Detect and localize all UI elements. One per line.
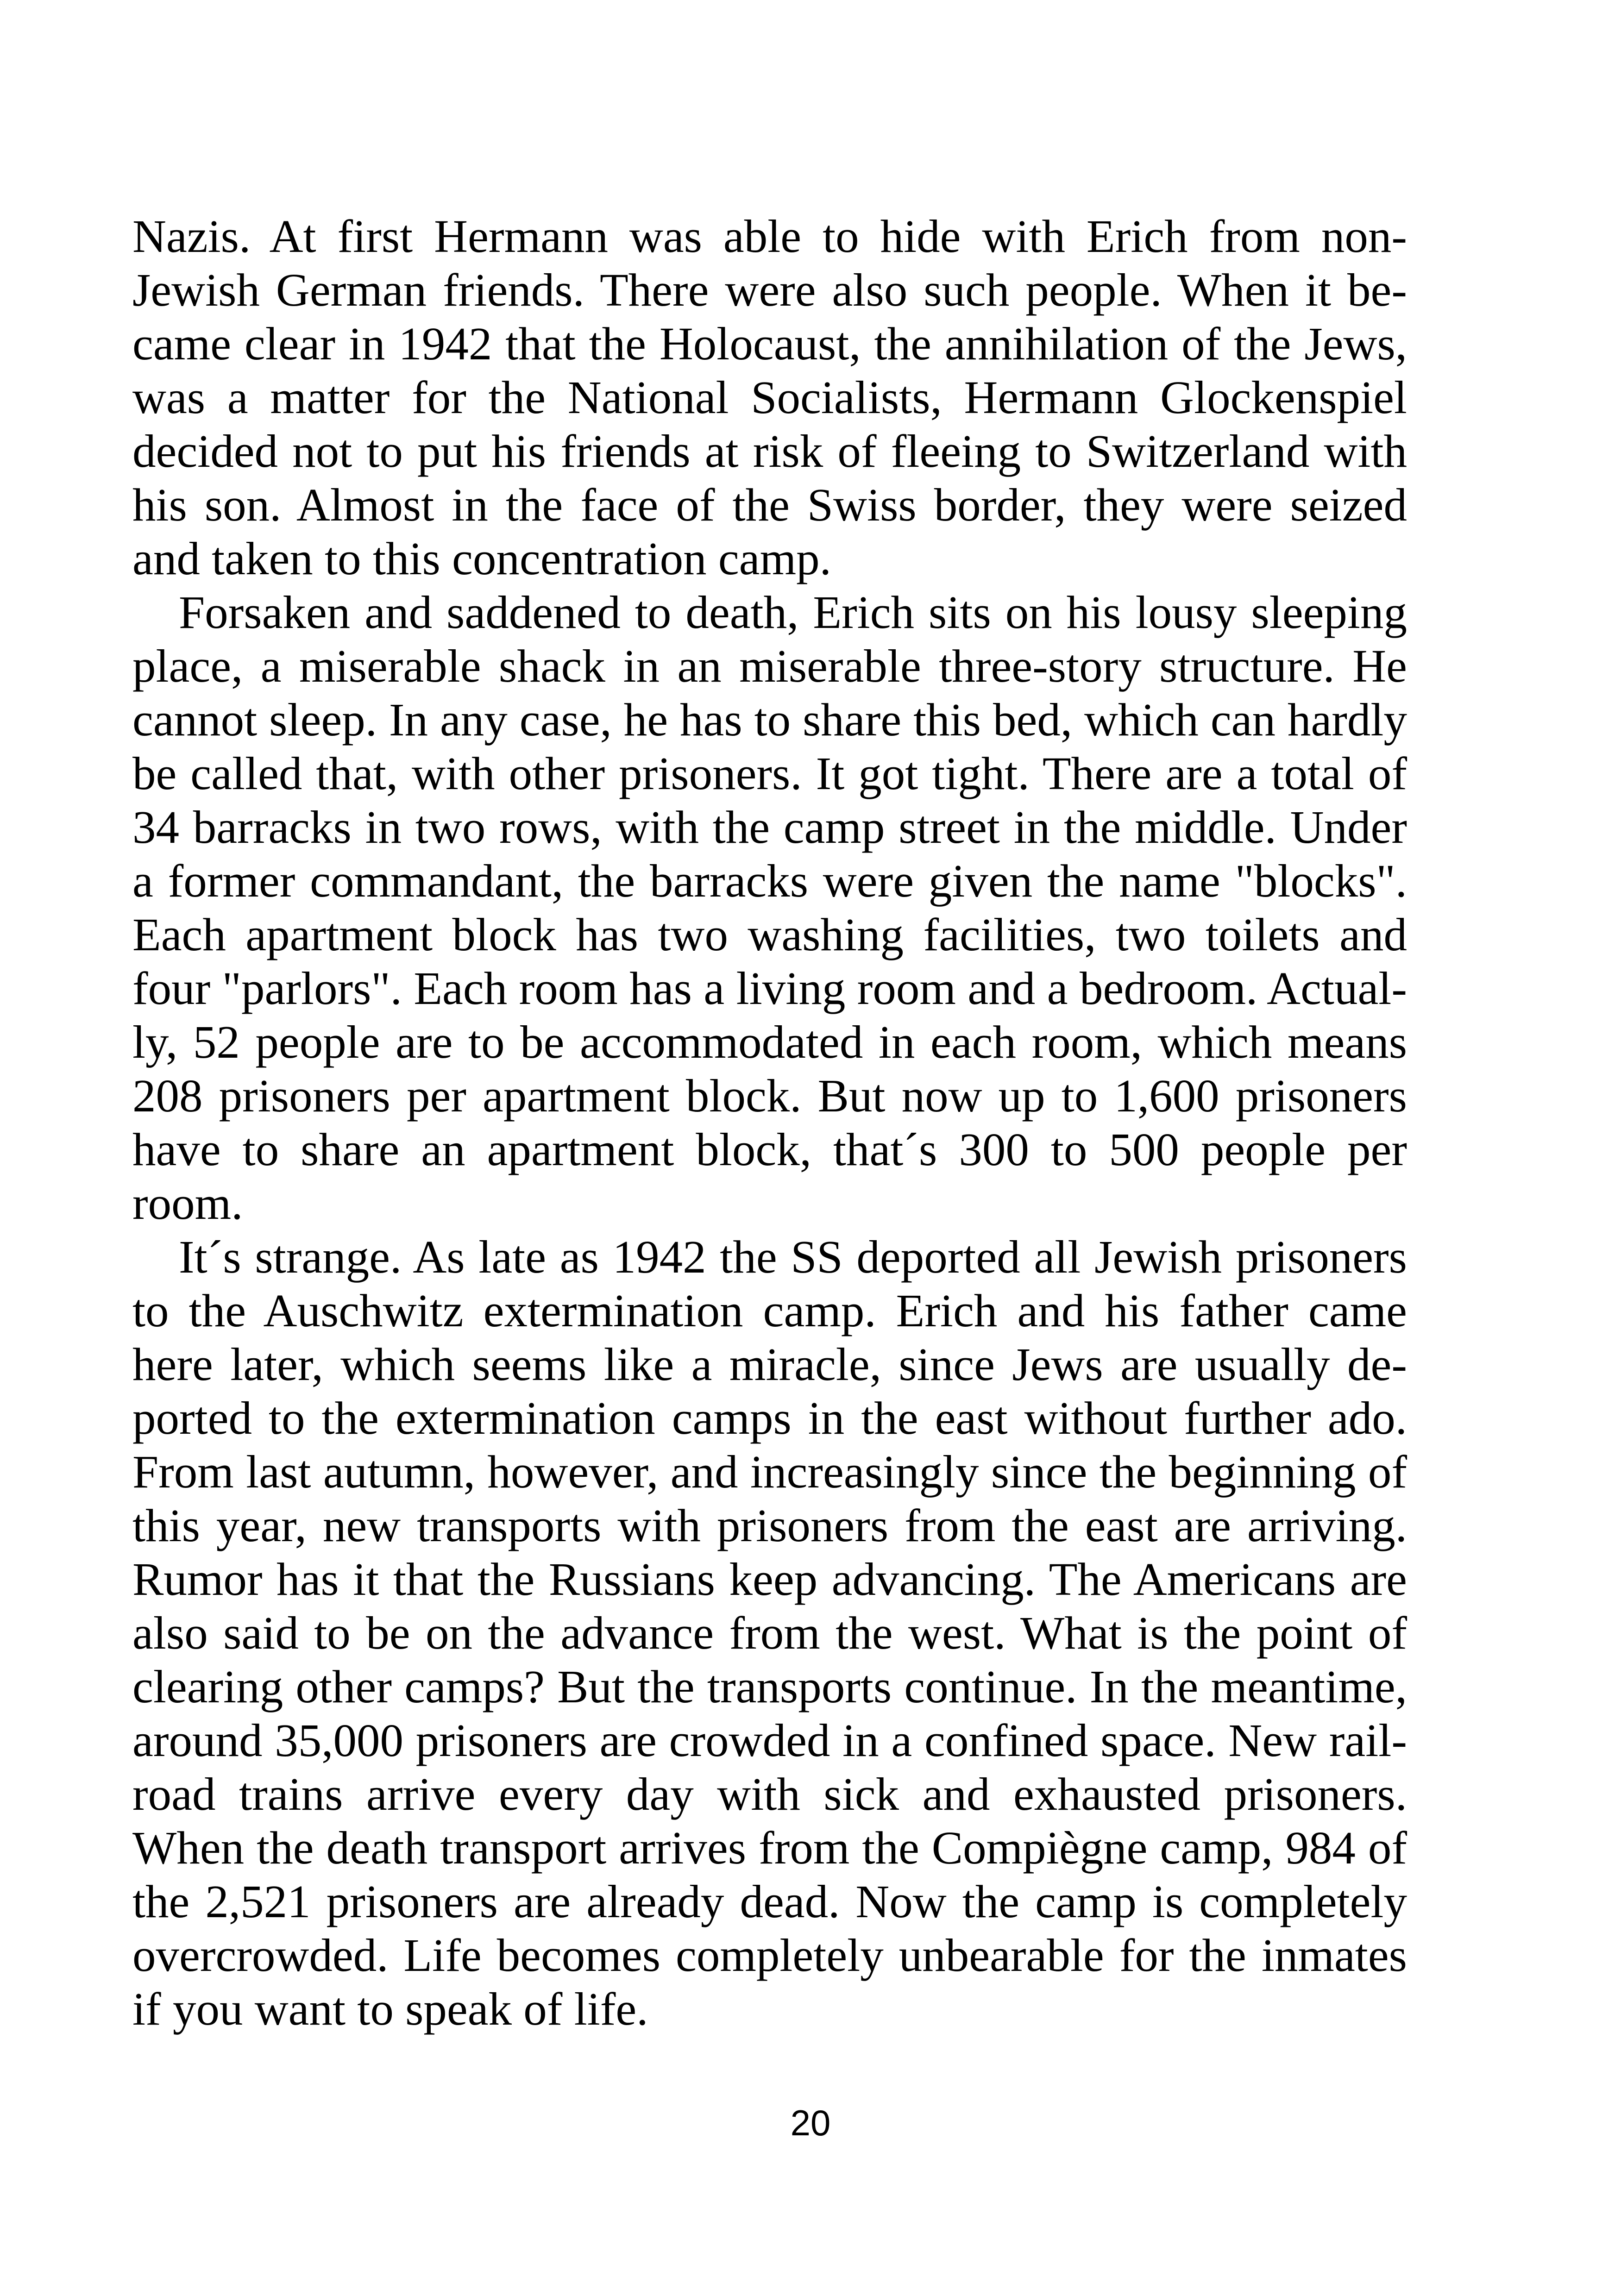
paragraph-1: Nazis. At first Hermann was able to hide with Erich from non-Jewish German friends. There were also such people. When it became clear in 1942 that the Holocaust, the annihilation of the Jews, was a matter for the National Socialists, Hermann Glockenspiel decided not to put his friends at risk of fleeing to Switzerland with his son. Almost in the face of the Swiss border, they were seized and taken to this concentration camp. <box>132 210 1407 584</box>
page-number: 20 <box>790 2102 831 2143</box>
paragraph-2: Forsaken and saddened to death, Erich sits on his lousy sleeping place, a miserable shack in an miserable three-story structure. He cannot sleep. In any case, he has to share this bed, which can hardly be called that, with other prisoners. It got tight. There are a total of 34 barracks in two rows, with the camp street in the middle. Under a former commandant, the barracks were given the name "blocks". Each apartment block has two washing facilities, two toilets and four "parlors". Each room has a living room and a bedroom. Actually, 52 people are to be accommodated in each room, which means 208 prisoners per apartment block. But now up to 1,600 prisoners have to share an apartment block, that´s 300 to 500 people per room. <box>132 586 1407 1229</box>
body-text <box>132 209 1407 2036</box>
paragraph-3: It´s strange. As late as 1942 the SS deported all Jewish prisoners to the Auschwitz extermination camp. Erich and his father came here later, which seems like a miracle, since Jews are usually deported to the extermination camps in the east without further ado. From last autumn, however, and increasingly since the beginning of this year, new transports with prisoners from the east are arriving. Rumor has it that the Russians keep advancing. The Americans are also said to be on the advance from the west. What is the point of clearing other camps? But the transports continue. In the meantime, around 35,000 prisoners are crowded in a confined space. New railroad trains arrive every day with sick and exhausted prisoners. When the death transport arrives from the Compiègne camp, 984 of the 2,521 prisoners are already dead. Now the camp is completely overcrowded. Life becomes completely unbearable for the inmates if you want to speak of life. <box>132 1231 1407 2035</box>
